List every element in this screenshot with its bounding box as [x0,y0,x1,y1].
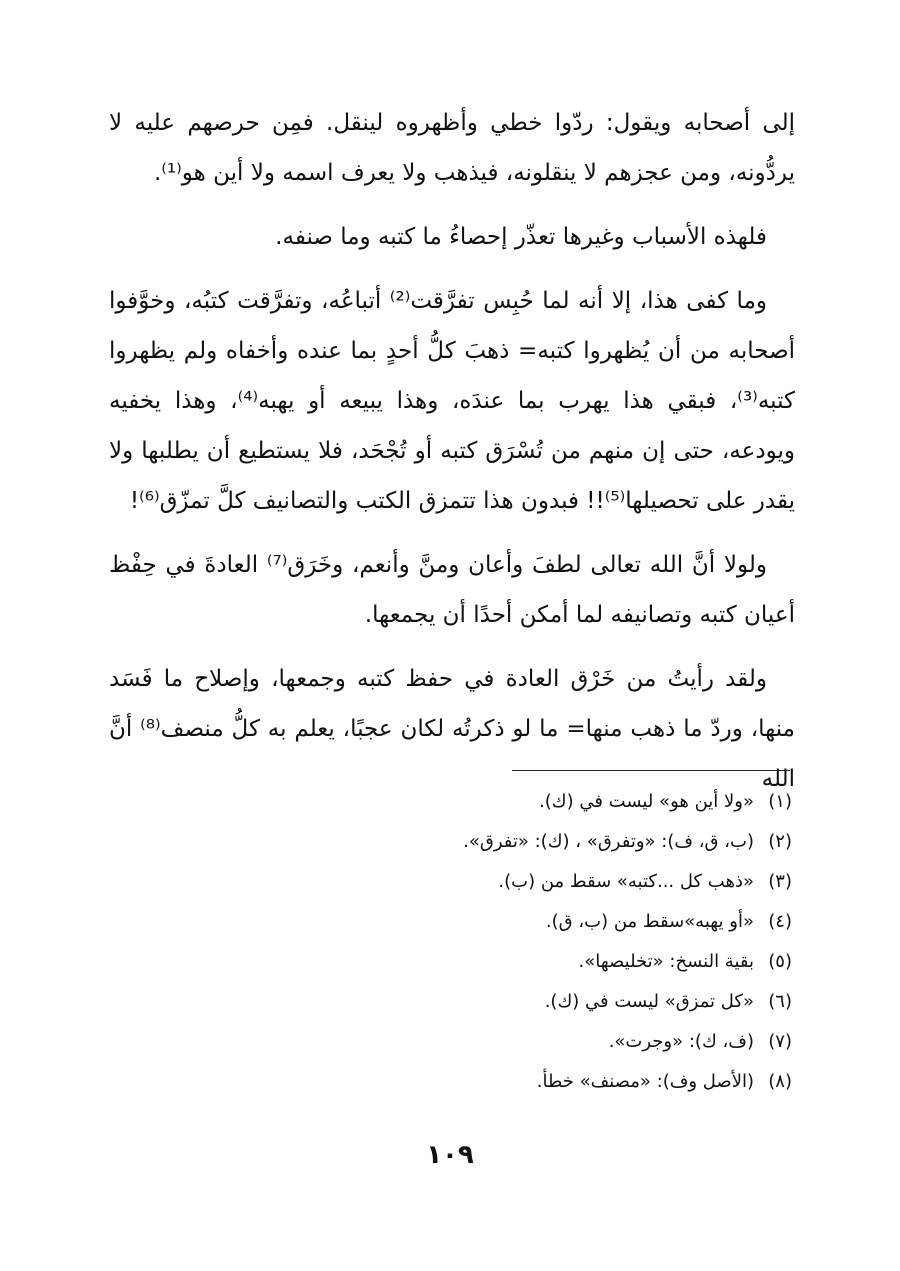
paragraph-4: ولولا أنَّ الله تعالى لطفَ وأعان ومنَّ وأنعم، وخَرَق⁽⁷⁾ العادةَ في حِفْظ أعيان كتبه وتصانيفه لما أمكن أحدًا أن يجمعها. [109,552,795,628]
main-text [109,98,795,818]
footnote-1 [392,782,792,822]
footnote-number: (٤) [768,911,792,932]
footnote-text: (ب، ق، ف): «وتفرق» ، (ك): «تفرق». [463,831,754,852]
paragraph-2: فلهذه الأسباب وغيرها تعذّر إحصاءُ ما كتبه وما صنفه. [275,224,767,250]
paragraph-3: وما كفى هذا، إلا أنه لما حُبِس تفرَّقت⁽²⁾ أتباعُه، وتفرَّقت كتبُه، وخوَّفوا أصحابه من أن يُظهروا كتبه= ذهبَ كلُّ أحدٍ بما عنده وأخفاه ولم يظهروا كتبه⁽³⁾، فبقي هذا يهرب بما عندَه، وهذا يبيعه أو يهبه⁽⁴⁾، وهذا يخفيه ويودعه، حتى إن منهم من تُسْرَق كتبه أو تُجْحَد، فلا يستطيع أن يطلبها ولا يقدر على تحصيلها⁽⁵⁾!! فبدون هذا تتمزق الكتب والتصانيف كلَّ تمزّق⁽⁶⁾! [109,288,795,514]
footnote-text: بقية النسخ: «تخليصها». [578,951,754,972]
paragraph-5: ولقد رأيتُ من خَرْق العادة في حفظ كتبه وجمعها، وإصلاح ما فَسَد منها، وردّ ما ذهب منها= ما لو ذكرتُه لكان عجبًا، يعلم به كلُّ منصف⁽⁸⁾ أنَّ الله [109,666,795,792]
footnote-text: «ذهب كل ...كتبه» سقط من (ب). [498,871,754,892]
footnote-number: (٥) [768,951,792,972]
footnote-text: «أو يهبه»سقط من (ب، ق). [545,911,754,932]
footnote-text: «ولا أين هو» ليست في (ك). [539,791,754,812]
footnote-7 [392,1022,792,1062]
footnote-5 [392,942,792,982]
page-number: ١٠٩ [426,1140,474,1170]
footnote-number: (١) [768,791,792,812]
paragraph-1: إلى أصحابه ويقول: ردّوا خطي وأظهروه لينقل. فمِن حرصهم عليه لا يردُّونه، ومن عجزهم لا ينقلونه، فيذهب ولا يعرف اسمه ولا أين هو⁽¹⁾. [109,110,795,186]
footnote-number: (٢) [768,831,792,852]
footnote-separator [512,770,790,771]
footnote-8 [392,1062,792,1102]
footnote-3 [392,862,792,902]
footnote-number: (٨) [768,1071,792,1092]
footnote-6 [392,982,792,1022]
footnote-text: (ف، ك): «وجرت». [608,1031,754,1052]
footnote-text: (الأصل وف): «مصنف» خطأ. [536,1071,754,1092]
footnote-number: (٦) [768,991,792,1012]
footnote-4 [392,902,792,942]
footnote-2 [392,822,792,862]
footnote-number: (٣) [768,871,792,892]
footnote-number: (٧) [768,1031,792,1052]
footnotes-list [392,782,792,1102]
footnote-text: «كل تمزق» ليست في (ك). [544,991,754,1012]
